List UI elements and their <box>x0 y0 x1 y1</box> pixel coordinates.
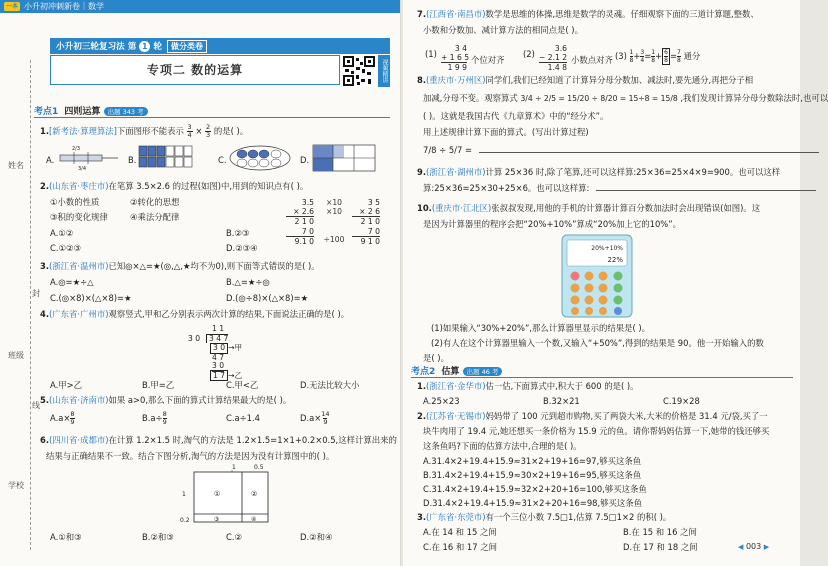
q2-2-option-b[interactable]: B.31.4×2+19.4+15.9≈30×2+19+16=95,够买这条鱼 <box>423 470 642 480</box>
q10-sub-1: (1)如果输入“30%+20%”,那么计算器里显示的结果是( )。 <box>431 323 651 333</box>
q2-option-c[interactable]: C.①②③ <box>50 243 82 253</box>
q5-option-b[interactable]: $B.a\div\frac{8}{9}$ <box>142 410 167 426</box>
q5-option-c[interactable]: C.a÷1.4 <box>226 413 260 423</box>
kp2-pill: 出题 46 考 <box>463 367 503 376</box>
q3-option-c[interactable]: C.(◎×8)×(△×8)=★ <box>50 293 132 303</box>
q2-2-stem-3: 这条鱼吗?下面的估算方法中,合理的是( )。 <box>423 441 582 451</box>
unit-exam: 做分类卷 <box>167 40 207 53</box>
q2-2-stem-1: 2.(江苏省·无锡市)妈妈带了 100 元到超市购物,买了两袋大米,大米的价格是 31.4 元/袋,买了一 <box>417 411 768 421</box>
q2-item-1: ①小数的性质 <box>50 197 100 207</box>
q4-long-division: 1 1 3 0 3 4 7 3 0 →甲 4 7 3 0 1 7 →乙 <box>188 324 243 380</box>
qr-label: 视频精讲 <box>378 55 390 87</box>
q8-formula: 3/4 ÷ 2/5 = 15/20 ÷ 8/20 = 15÷8 = 15/8 <box>520 94 678 103</box>
q2-1-stem: 1.(浙江省·金华市)估一估,下面算式中,积大于 600 的是( )。 <box>417 381 639 391</box>
qr-code-icon[interactable] <box>342 55 376 87</box>
q5-stem: 5.(山东省·济南市)如果 a>0,那么下面的算式计算结果最大的是( )。 <box>40 395 292 405</box>
q1-figure-c <box>228 144 292 172</box>
q2-calc-integer: 3 5 × 2 6 2 1 0 7 0 9 1 0 <box>352 198 380 246</box>
q4-option-c[interactable]: C.甲<乙 <box>226 380 259 390</box>
q5-option-a[interactable]: $A.a\times\frac{8}{9}$ <box>50 410 75 426</box>
kp1-pill: 出题 343 考 <box>104 107 148 116</box>
q2-2-option-c[interactable]: C.31.4×2+19.4+15.9≈32×2+20+16=100,够买这条鱼 <box>423 484 647 494</box>
q2-1-option-c[interactable]: C.19×28 <box>663 396 700 406</box>
kp1-label: 考点1 <box>34 107 59 117</box>
q7-part1-note: 个位对齐 <box>471 55 505 65</box>
q5-option-d[interactable]: $D.a\times\frac{14}{9}$ <box>300 410 330 426</box>
svg-text:②: ② <box>251 490 258 498</box>
topic-title: 专项二 数的运算 <box>146 63 244 77</box>
q2-3-option-b[interactable]: B.在 15 和 16 之间 <box>623 527 697 537</box>
q6-area-diagram <box>180 462 272 530</box>
q6-label-02: 0.2 <box>180 517 190 524</box>
q6-option-c[interactable]: C.② <box>226 532 243 542</box>
left-page <box>0 0 402 566</box>
q2-option-d[interactable]: D.②③④ <box>226 243 258 253</box>
unit-bar <box>50 38 390 54</box>
q3-option-a[interactable]: A.◎=★÷△ <box>50 277 94 287</box>
q1-stem: 1.[新考法·算理算法]下面图形不能表示 $\frac{3}{4} \times \frac{2}{3}$ 的是( )。 <box>40 123 249 139</box>
brand-logo: 一本 <box>5 3 18 10</box>
q8-calc: 7/8 ÷ 5/7 = <box>423 146 819 156</box>
q2-calc-decimal: 3.5 × 2.6 2 1 0 7 0 9.1 0 <box>286 198 314 246</box>
svg-text:③: ③ <box>214 516 220 523</box>
side-label-seal: 封 <box>32 289 40 298</box>
q2-2-option-a[interactable]: A.31.4×2+19.4+15.9≈31×2+19+16=97,够买这条鱼 <box>423 456 642 466</box>
q4-option-b[interactable]: B.甲=乙 <box>142 380 175 390</box>
q6-option-a[interactable]: A.①和③ <box>50 532 82 542</box>
kp2-label: 考点2 <box>411 367 436 377</box>
side-label-class: 班级 <box>8 351 24 360</box>
q7-part2-note: 小数点对齐 <box>571 55 613 65</box>
svg-text:3/4: 3/4 <box>78 166 87 172</box>
q2-3-option-d[interactable]: D.在 17 和 18 之间 <box>623 542 698 552</box>
page-number: ◀ 003 ▶ <box>738 542 770 551</box>
q10-stem-2: 是因为计算器里的程序会把“20%+10%”算成“20%加上它的10%”。 <box>423 219 681 229</box>
side-label-line: 线 <box>32 401 40 410</box>
q7-part1-label: (1) <box>425 49 437 59</box>
q1-option-d[interactable]: D. <box>300 155 310 165</box>
q2-3-option-a[interactable]: A.在 14 和 15 之间 <box>423 527 497 537</box>
top-bar <box>0 0 402 13</box>
q1-option-a[interactable]: A. <box>46 155 55 165</box>
q1-figure-a <box>58 142 120 172</box>
q2-item-3: ③积的变化规律 <box>50 212 108 222</box>
knowledge-point-1 <box>34 104 148 117</box>
kp2-name: 估算 <box>441 367 460 377</box>
q7-part2-label: (2) <box>523 49 535 59</box>
q7-stem-1: 7.(江西省·南昌市)数学是思维的体操,思维是数学的灵魂。仔细观察下面的三道计算题,整数、 <box>417 9 759 19</box>
q9-stem-1: 9.(浙江省·湖州市)计算 25×36 时,除了笔算,还可以这样算:25×36=25×4×9=900。也可以这样 <box>417 167 781 177</box>
kp1-underline <box>34 117 390 118</box>
q2-option-b[interactable]: B.②③ <box>226 228 250 238</box>
q6-stem-1: 6.(四川省·成都市)在计算 1.2×1.5 时,淘气的方法是 1.2×1.5=1×1+0.2×0.5,这样计算出来的 <box>40 435 397 445</box>
binding-margin-line <box>30 60 31 550</box>
side-label-name: 姓名 <box>8 161 24 170</box>
q10-calculator-image <box>561 234 633 318</box>
topic-box <box>50 55 340 85</box>
q4-option-a[interactable]: A.甲>乙 <box>50 380 83 390</box>
q2-item-2: ②转化的思想 <box>130 197 180 207</box>
q2-item-4: ④乘法分配律 <box>130 212 180 222</box>
q2-3-option-c[interactable]: C.在 16 和 17 之间 <box>423 542 497 552</box>
q3-option-d[interactable]: D.(◎÷8)×(△×8)=★ <box>226 293 309 303</box>
q2-1-option-a[interactable]: A.25×23 <box>423 396 460 406</box>
q7-part2-calc: 3.6 − 2.1 2 1.4 8 <box>539 44 568 72</box>
side-label-school: 学校 <box>8 481 24 490</box>
q8-stem-2: 加减,分母不变。观察算式 3/4 ÷ 2/5 = 15/20 ÷ 8/20 = 15÷8 = 15/8 ,我们发现计算异分母分数除法时,也可以 <box>423 93 828 103</box>
svg-text:2/3: 2/3 <box>72 146 81 152</box>
q6-label-1b: 1 <box>182 491 186 498</box>
prev-arrow-icon: ◀ <box>738 543 744 551</box>
q3-option-b[interactable]: B.△=★÷◎ <box>226 277 270 287</box>
q9-stem-2: 算:25×36=25×30+25×6。也可以这样算: <box>423 184 816 194</box>
kp1-name: 四则运算 <box>64 107 101 117</box>
q7-part3: $(3) \frac{1}{8}+\frac{3}{4}=\frac{1}{8}+\frac{6}{8}=\frac{7}{8}$ 通分 <box>615 49 701 64</box>
svg-text:④: ④ <box>251 516 257 523</box>
q2-3-stem: 3.(广东省·东莞市)有一个三位小数 7.5□1,估算 7.5□1×2 的积( )。 <box>417 512 672 522</box>
right-page <box>403 0 828 566</box>
q2-2-stem-2: 块牛肉用了 19.4 元,她还想买一条价格为 15.9 元的鱼。请你帮妈妈估算一下,她带的钱还够买 <box>423 426 770 436</box>
q8-stem-3: ( )。这就是我国古代《九章算术》中的“经分术”。 <box>423 111 609 121</box>
q1-option-b[interactable]: B. <box>128 155 137 165</box>
unit-number: 1 <box>139 41 150 52</box>
q10-calc-screen-result: 22% <box>607 256 623 264</box>
q8-stem-4: 用上述规律计算下面的算式。(写出计算过程) <box>423 127 589 137</box>
q6-label-1: 1 <box>232 464 236 471</box>
q2-option-a[interactable]: A.①② <box>50 228 74 238</box>
q6-option-d[interactable]: D.②和④ <box>300 532 333 542</box>
kp2-underline <box>411 377 793 378</box>
svg-text:①: ① <box>214 490 221 498</box>
q1-option-c[interactable]: C. <box>218 155 227 165</box>
q1-figure-b <box>138 145 196 169</box>
knowledge-point-2 <box>411 364 502 377</box>
q3-stem: 3.(浙江省·温州市)已知◎×△=★(◎,△,★均不为0),则下面等式错误的是( )。 <box>40 261 320 271</box>
header-title: 小升初冲刺新卷｜数学 <box>24 2 104 11</box>
q10-sub-2: (2)有人在这个计算器里输入一个数,又输入“+50%”,得到的结果是 90。他一开始输入的数 <box>431 338 764 348</box>
q4-stem: 4.(广东省·广州市)观察竖式,甲和乙分别表示两次计算的结果,下面说法正确的是( )。 <box>40 309 350 319</box>
q6-option-b[interactable]: B.②和③ <box>142 532 174 542</box>
q2-2-option-d[interactable]: D.31.4×2+19.4+15.9≈31×2+20+16=98,够买这条鱼 <box>423 498 643 508</box>
q10-calc-screen-input: 20%+10% <box>591 245 623 252</box>
q10-sub-2b: 是( )。 <box>423 353 449 363</box>
q2-stem: 2.(山东省·枣庄市)在笔算 3.5×2.6 的过程(如图)中,用到的知识点有( )。 <box>40 181 309 191</box>
q10-stem-1: 10.(重庆市·江北区)张叔叔发现,用他的手机的计算器计算百分数加法时会出现错误(如图)。这 <box>417 203 761 213</box>
q7-part1-calc: 3 4 + 1 6 5 1 9 9 <box>441 44 470 72</box>
q6-stem-2: 结果与正确结果不一致。结合下图分析,淘气的方法是因为没有计算图中的( )。 <box>46 451 335 461</box>
q2-calc-arrows: ×10 ×10 ÷100 <box>323 198 345 244</box>
unit-label: 小升初三轮复习法 第 <box>56 42 137 52</box>
q4-option-d[interactable]: D.无法比较大小 <box>300 380 360 390</box>
q6-label-05: 0.5 <box>254 464 264 471</box>
unit-label-2: 轮 <box>153 42 162 52</box>
q7-stem-2: 小数和分数加、减计算方法的相同点是( )。 <box>423 25 583 35</box>
q1-figure-d <box>312 144 376 172</box>
next-arrow-icon: ▶ <box>763 543 770 551</box>
q2-1-option-b[interactable]: B.32×21 <box>543 396 580 406</box>
q8-stem-1: 8.(重庆市·万州区)同学们,我们已经知道了计算异分母分数加、减法时,要先通分,再把分子相 <box>417 75 754 85</box>
